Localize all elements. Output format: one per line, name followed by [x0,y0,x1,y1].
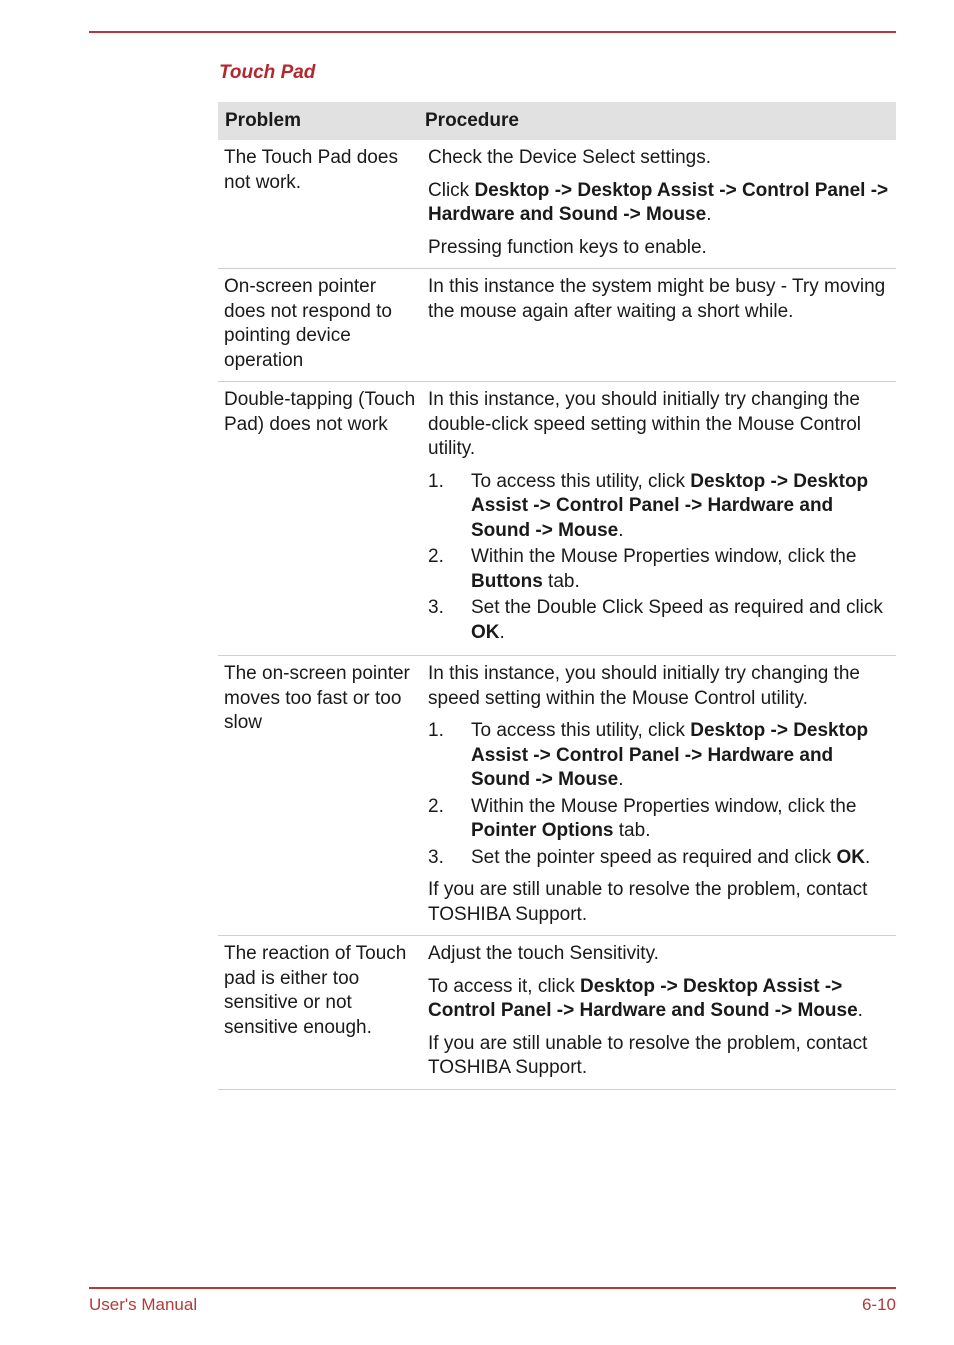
header-procedure: Procedure [425,110,519,131]
table-header [218,102,896,140]
procedure-text: If you are still unable to resolve the problem, contact TOSHIBA Support. [428,879,868,925]
problem-cell: The on-screen pointer moves too fast or too slow [224,663,410,733]
step-item: 1. To access this utility, click Desktop -> Desktop Assist -> Control Panel -> Hardware and Sound -> Mouse. [428,470,869,541]
step-item: 1. To access this utility, click Desktop -> Desktop Assist -> Control Panel -> Hardware and Sound -> Mouse. [428,720,869,790]
procedure-cell [422,146,896,260]
table-row [218,382,896,656]
step-item: 3. Set the Double Click Speed as required and click OK. [428,597,883,643]
step-list [428,719,890,870]
procedure-text: To access it, click Desktop -> Desktop Assist -> Control Panel -> Hardware and Sound -> Mouse. [428,975,863,1021]
step-item: 2. Within the Mouse Properties window, click the Buttons tab. [428,546,857,592]
step-item: 3. Set the pointer speed as required and click OK. [428,846,871,868]
problem-cell: On-screen pointer does not respond to pointing device operation [224,276,392,371]
footer-manual-title: User's Manual [89,1295,198,1314]
table-row [218,269,896,382]
table-row [218,656,896,936]
problem-cell: The Touch Pad does not work. [224,147,398,193]
procedure-text: Click Desktop -> Desktop Assist -> Control Panel -> Hardware and Sound -> Mouse. [428,179,889,225]
bottom-rule [89,1287,896,1289]
header-problem: Problem [225,110,302,131]
step-list [428,470,890,646]
footer-page-number: 6-10 [861,1295,896,1314]
problem-cell: The reaction of Touch pad is either too sensitive or not sensitive enough. [224,943,407,1038]
procedure-text: In this instance, you should initially try changing the double-click speed setting within the Mouse Control utility. [428,389,862,459]
procedure-text: Adjust the touch Sensitivity. [428,943,659,964]
table-row [218,936,896,1090]
procedure-cell [422,275,896,373]
table-row [218,140,896,269]
procedure-cell [422,662,896,927]
procedure-text: If you are still unable to resolve the problem, contact TOSHIBA Support. [428,1032,868,1078]
procedure-text: Check the Device Select settings. [428,147,712,168]
procedure-cell [422,942,896,1081]
procedure-cell [422,388,896,647]
troubleshooting-table [218,102,896,1090]
top-rule [89,31,896,33]
procedure-text: In this instance the system might be busy - Try moving the mouse again after waiting a short while. [428,276,886,322]
procedure-text: Pressing function keys to enable. [428,236,707,258]
section-title: Touch Pad [219,62,316,83]
step-item: 2. Within the Mouse Properties window, click the Pointer Options tab. [428,795,857,841]
problem-cell: Double-tapping (Touch Pad) does not work [224,389,416,435]
procedure-text: In this instance, you should initially try changing the speed setting within the Mouse Control utility. [428,663,860,709]
